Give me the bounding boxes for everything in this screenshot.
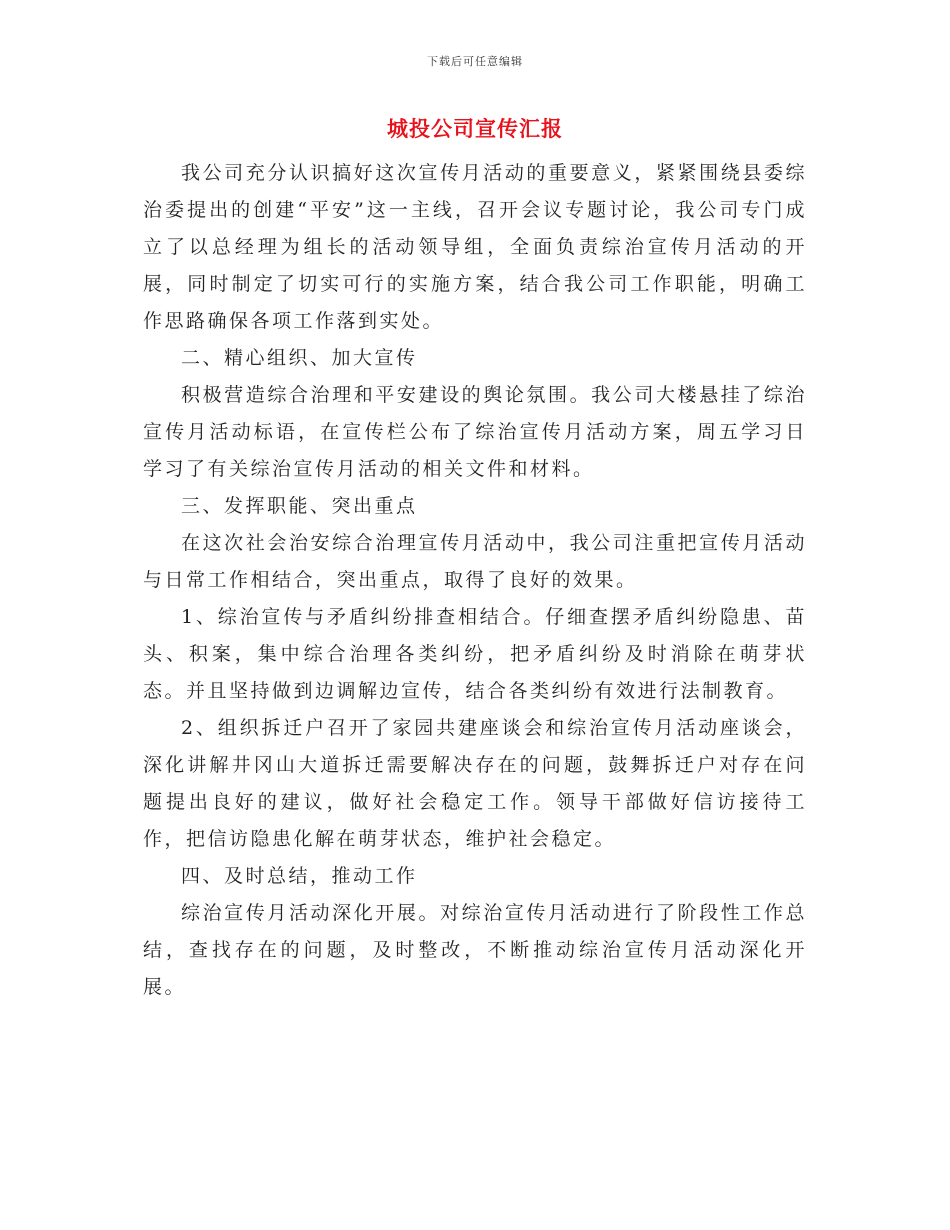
document-title: 城投公司宣传汇报 (387, 116, 563, 141)
paragraph-intro: 我公司充分认识搞好这次宣传月活动的重要意义，紧紧围绕县委综治委提出的创建“平安”这一主线，召开会议专题讨论，我公司专门成立了以总经理为组长的活动领导组，全面负责综治宣传月活动的开展，同时制定了切实可行的实施方案，结合我公司工作职能，明确工作思路确保各项工作落到实处。 (143, 162, 807, 332)
paragraph-section-4: 综治宣传月活动深化开展。对综治宣传月活动进行了阶段性工作总结，查找存在的问题，及时整改，不断推动综治宣传月活动深化开展。 (143, 902, 807, 998)
document-body (143, 155, 807, 1006)
paragraph-item-2: 2、组织拆迁户召开了家园共建座谈会和综治宣传月活动座谈会，深化讲解井冈山大道拆迁需要解决存在的问题，鼓舞拆迁户对存在问题提出良好的建议，做好社会稳定工作。领导干部做好信访接待工作，把信访隐患化解在萌芽状态，维护社会稳定。 (143, 717, 807, 850)
section-heading-3: 三、发挥职能、突出重点 (181, 495, 418, 517)
paragraph-section-3: 在这次社会治安综合治理宣传月活动中，我公司注重把宣传月活动与日常工作相结合，突出重点，取得了良好的效果。 (143, 532, 807, 591)
header-note: 下载后可任意编辑 (427, 55, 523, 68)
paragraph-section-2: 积极营造综合治理和平安建设的舆论氛围。我公司大楼悬挂了综治宣传月活动标语，在宣传栏公布了综治宣传月活动方案，周五学习日学习了有关综治宣传月活动的相关文件和材料。 (143, 384, 807, 480)
section-heading-2: 二、精心组织、加大宣传 (181, 347, 418, 369)
paragraph-item-1: 1、综治宣传与矛盾纠纷排查相结合。仔细查摆矛盾纠纷隐患、苗头、积案，集中综合治理各类纠纷，把矛盾纠纷及时消除在萌芽状态。并且坚持做到边调解边宣传，结合各类纠纷有效进行法制教育。 (143, 606, 807, 702)
section-heading-4: 四、及时总结，推动工作 (181, 865, 418, 887)
